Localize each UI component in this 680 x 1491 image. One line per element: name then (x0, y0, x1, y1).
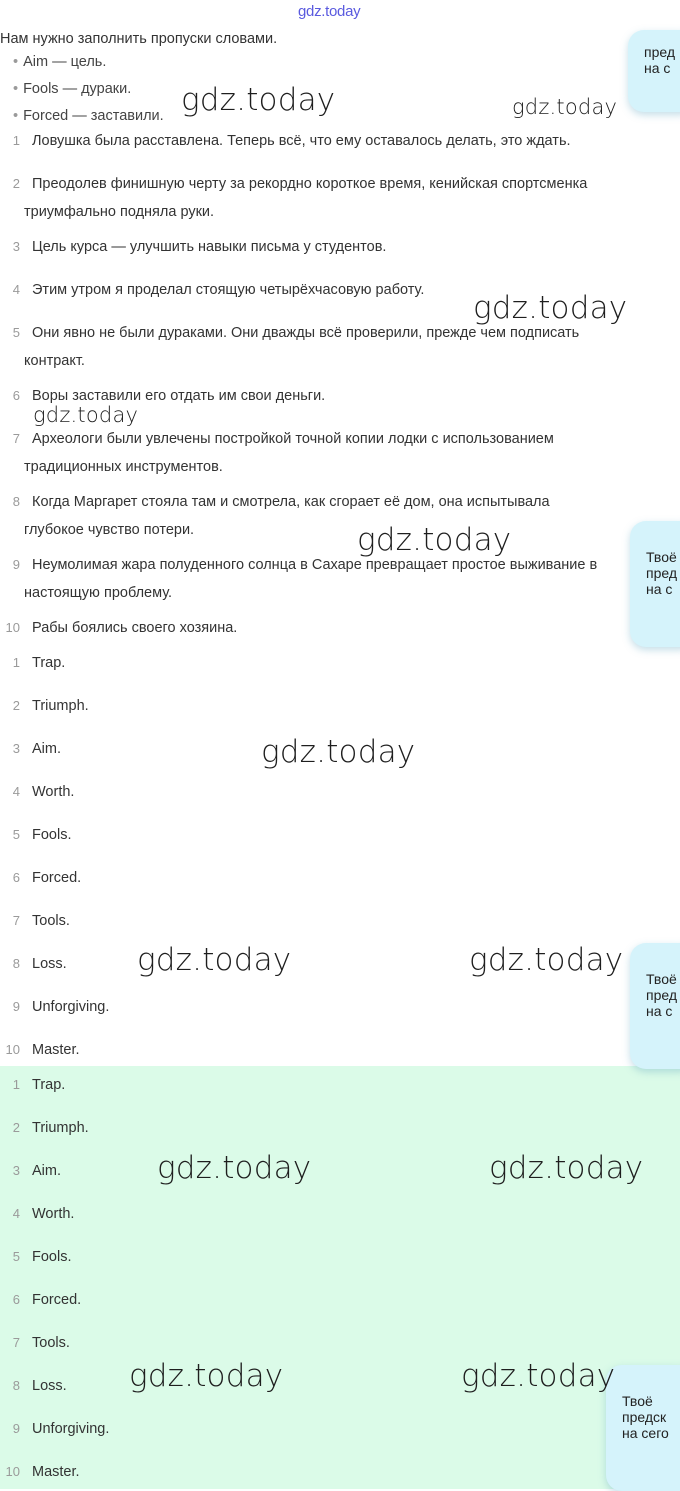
item-number: 3 (12, 1163, 20, 1178)
bubble-text: пред (646, 565, 678, 581)
item-number: 8 (12, 956, 20, 971)
item-text-cont: традиционных инструментов. (24, 459, 223, 475)
item-number: 6 (12, 870, 20, 885)
answer-item (0, 993, 660, 1021)
answer-word: Worth. (32, 1206, 75, 1222)
answer-word: Forced. (32, 870, 82, 886)
item-number: 2 (12, 1120, 20, 1135)
intro-text: Нам нужно заполнить пропуски словами. (0, 31, 278, 47)
answer-word: Master. (32, 1464, 80, 1480)
watermark: gdz.today (261, 734, 416, 770)
highlighted-answer-item (0, 1415, 660, 1443)
item-number: 6 (12, 1292, 20, 1307)
watermark: gdz.today (137, 942, 292, 978)
translation-item (0, 127, 660, 155)
highlighted-answer-item (0, 1114, 660, 1142)
answer-word: Forced. (32, 1292, 82, 1308)
watermark: gdz.today (181, 82, 336, 118)
watermark: gdz.today (33, 403, 139, 427)
item-text: Ловушка была расставлена. Теперь всё, что ему оставалось делать, это ждать. (32, 133, 571, 149)
item-text: Неумолимая жара полуденного солнца в Сахаре превращает простое выживание в (32, 557, 598, 573)
item-number: 7 (12, 913, 20, 928)
translation-item (0, 170, 660, 226)
answer-word: Loss. (32, 956, 67, 972)
bubble-text: Твоё (646, 971, 677, 987)
bubble-text: на с (646, 1003, 673, 1019)
answer-word: Loss. (32, 1378, 67, 1394)
answer-word: Fools. (32, 1249, 72, 1265)
item-number: 5 (12, 1249, 20, 1264)
watermark: gdz.today (473, 290, 628, 326)
item-number: 2 (12, 176, 20, 191)
answer-word: Unforgiving. (32, 1421, 110, 1437)
item-number: 3 (12, 239, 20, 254)
translation-item (0, 488, 660, 544)
item-text: Цель курса — улучшить навыки письма у студентов. (32, 239, 387, 255)
item-number: 8 (12, 494, 20, 509)
item-number: 3 (12, 741, 20, 756)
highlighted-answer-item (0, 1243, 660, 1271)
highlighted-answer-item (0, 1200, 660, 1228)
item-number: 10 (5, 1042, 20, 1057)
watermark: gdz.today (129, 1358, 284, 1394)
translation-item (0, 233, 660, 261)
answer-word: Worth. (32, 784, 75, 800)
answer-word: Tools. (32, 913, 70, 929)
watermark: gdz.today (357, 522, 512, 558)
answer-word: Tools. (32, 1335, 70, 1351)
bubble-text: пред (646, 987, 678, 1003)
prediction-bubble[interactable] (628, 30, 680, 112)
highlighted-answer-item (0, 1329, 660, 1357)
item-number: 10 (5, 620, 20, 635)
highlighted-answer-item (0, 1071, 660, 1099)
bullet-item (13, 108, 164, 124)
item-number: 1 (12, 1077, 20, 1092)
answer-item (0, 692, 660, 720)
item-text: Этим утром я проделал стоящую четырёхчасовую работу. (32, 282, 425, 298)
watermark: gdz.today (157, 1150, 312, 1186)
bullet-item (13, 54, 106, 70)
item-number: 7 (12, 431, 20, 446)
highlighted-answer-item (0, 1286, 660, 1314)
answer-item (0, 821, 660, 849)
highlighted-answer-item (0, 1458, 660, 1486)
item-number: 7 (12, 1335, 20, 1350)
translation-item (0, 551, 632, 607)
watermark: gdz.today (512, 95, 618, 119)
answer-item (0, 778, 660, 806)
bullet-item (13, 81, 131, 97)
translation-item (0, 319, 660, 375)
answer-word: Aim. (32, 1163, 61, 1179)
answer-item (0, 907, 660, 935)
item-text: Они явно не были дураками. Они дважды всё проверили, прежде чем подписать (32, 325, 580, 341)
item-text: Преодолев финишную черту за рекордно короткое время, кенийская спортсменка (32, 176, 588, 192)
answer-item (0, 1036, 660, 1064)
bullet-dot-icon: • (13, 108, 19, 124)
watermark: gdz.today (461, 1358, 616, 1394)
answer-word: Master. (32, 1042, 80, 1058)
prediction-bubble[interactable] (606, 1365, 680, 1491)
answer-item (0, 864, 660, 892)
answer-item (0, 649, 660, 677)
item-number: 8 (12, 1378, 20, 1393)
item-text-cont: настоящую проблему. (24, 585, 173, 601)
bubble-text: на с (646, 581, 673, 597)
answer-word: Aim. (32, 741, 61, 757)
bullet-dot-icon: • (13, 81, 19, 97)
item-text: Рабы боялись своего хозяина. (32, 620, 238, 636)
bubble-text: на сего (622, 1425, 669, 1441)
item-number: 2 (12, 698, 20, 713)
answer-word: Trap. (32, 655, 66, 671)
prediction-bubble[interactable] (630, 521, 680, 647)
watermark: gdz.today (469, 942, 624, 978)
answer-word: Unforgiving. (32, 999, 110, 1015)
answer-word: Trap. (32, 1077, 66, 1093)
item-number: 5 (12, 827, 20, 842)
item-number: 9 (12, 1421, 20, 1436)
item-text: Археологи были увлечены постройкой точной копии лодки с использованием (32, 431, 554, 447)
item-text-cont: триумфально подняла руки. (24, 204, 215, 220)
answer-word: Fools. (32, 827, 72, 843)
item-number: 4 (12, 784, 20, 799)
item-text-cont: глубокое чувство потери. (24, 522, 195, 538)
bullet-dot-icon: • (13, 54, 19, 70)
watermark: gdz.today (489, 1150, 644, 1186)
item-text: Когда Маргарет стояла там и смотрела, как сгорает её дом, она испытывала (32, 494, 550, 510)
item-number: 1 (12, 655, 20, 670)
item-number: 4 (12, 1206, 20, 1221)
bubble-text: на с (644, 60, 671, 76)
item-number: 9 (12, 557, 20, 572)
bubble-text: предск (622, 1409, 667, 1425)
bullet-text: Aim — цель. (23, 54, 107, 70)
item-number: 1 (12, 133, 20, 148)
answer-word: Triumph. (32, 698, 89, 714)
bullet-text: Fools — дураки. (23, 81, 132, 97)
item-text-cont: контракт. (24, 353, 85, 369)
bubble-text: Твоё (646, 549, 677, 565)
item-number: 4 (12, 282, 20, 297)
item-number: 5 (12, 325, 20, 340)
translation-item (0, 614, 660, 642)
item-number: 9 (12, 999, 20, 1014)
bubble-text: пред (644, 44, 676, 60)
answer-word: Triumph. (32, 1120, 89, 1136)
item-number: 6 (12, 388, 20, 403)
translation-item (0, 425, 660, 481)
bullet-text: Forced — заставили. (23, 108, 164, 124)
item-text: Воры заставили его отдать им свои деньги. (32, 388, 326, 404)
item-number: 10 (5, 1464, 20, 1479)
site-link[interactable]: gdz.today (298, 3, 361, 20)
bubble-text: Твоё (622, 1393, 653, 1409)
prediction-bubble[interactable] (630, 943, 680, 1069)
